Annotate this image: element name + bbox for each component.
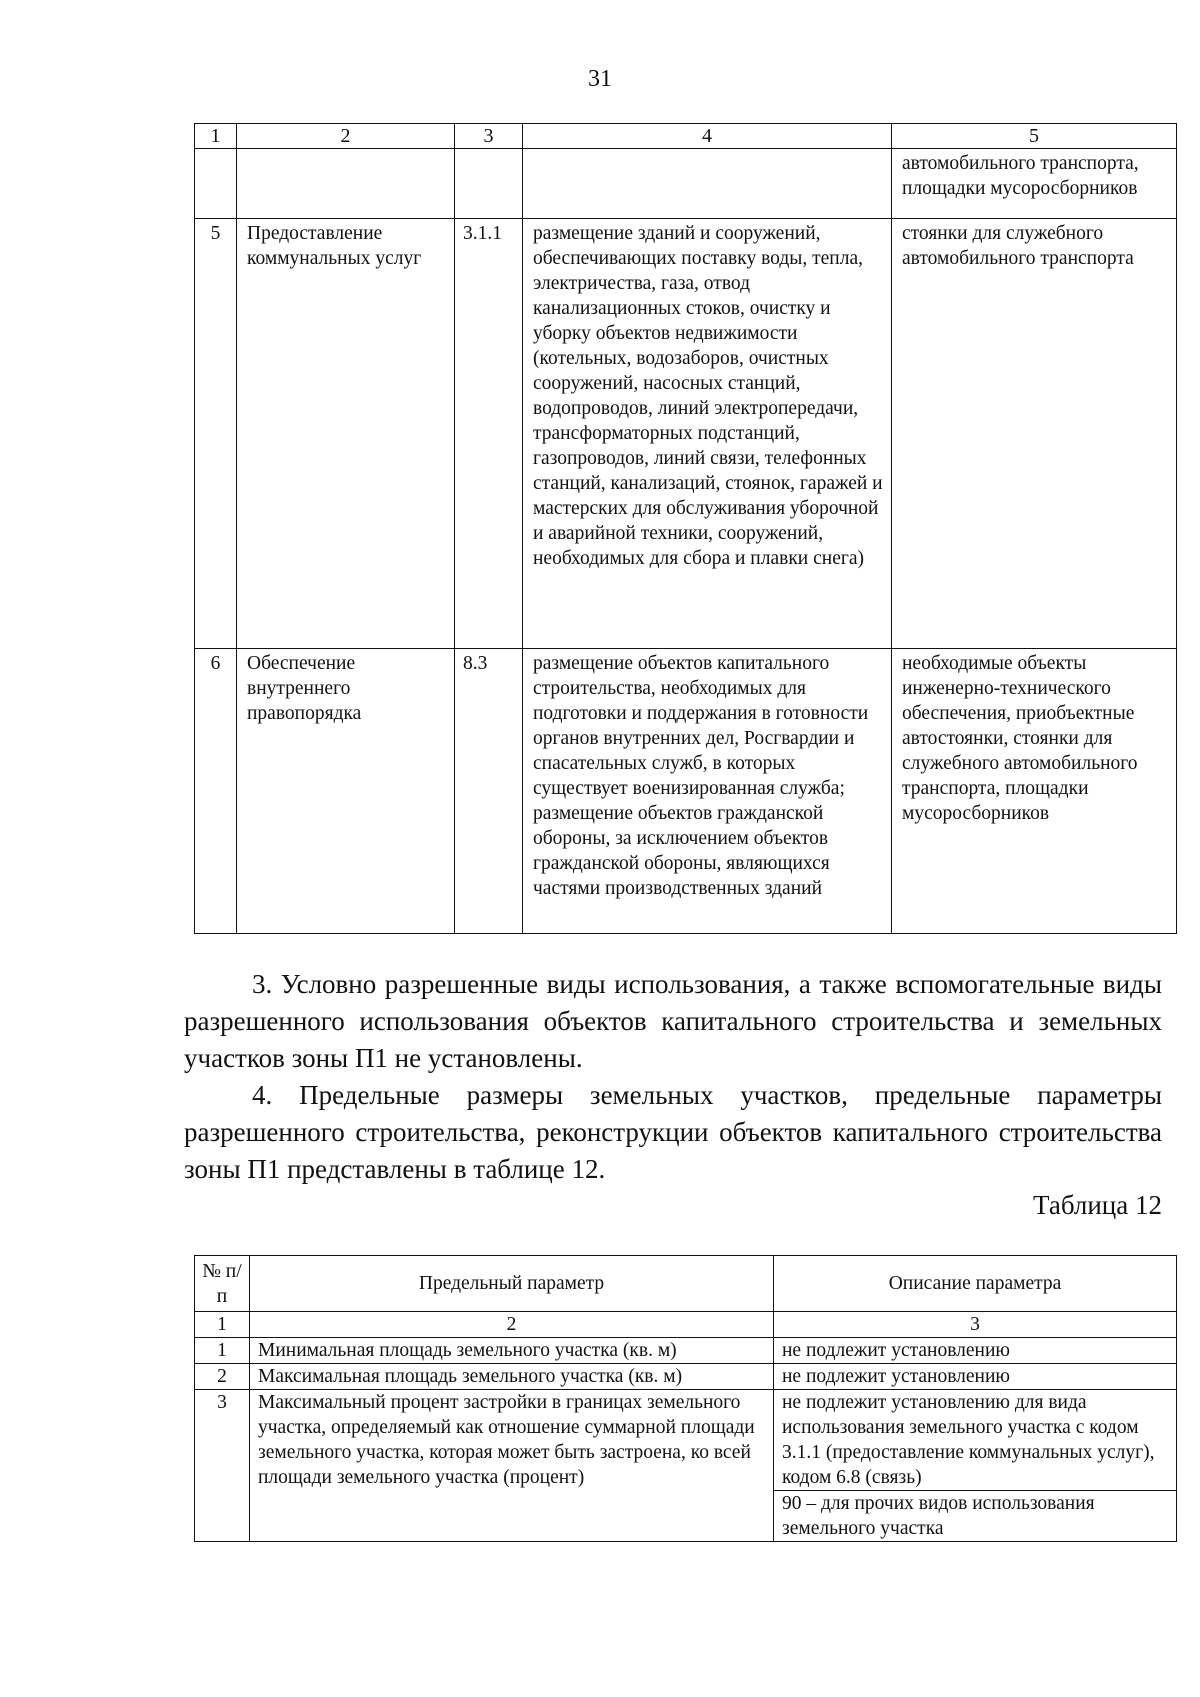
use-code-cell: 8.3 [455,649,523,934]
column-number-2: 2 [237,124,455,149]
use-name-cell: Обеспечение внутреннего правопорядка [237,649,455,934]
auxiliary-cell: автомобильного транспорта, площадки мусоросборников [892,149,1177,219]
auxiliary-cell: необходимые объекты инженерно-технического обеспечения, приобъектные автостоянки, стоянки для служебного автомобильного транспорта, площадки мусоросборников [892,649,1177,934]
row-number: 3 [195,1390,250,1542]
paragraph-4: 4. Предельные размеры земельных участков, предельные параметры разрешенного строительства, реконструкции объектов капитального строительства зоны П1 представлены в таблице 12. [184,1080,1162,1184]
use-description-cell: размещение объектов капитального строительства, необходимых для подготовки и поддержания в готовности органов внутренних дел, Росгвардии и спасательных служб, в которых существует военизированная служба; размещение объектов гражданской обороны, за исключением объектов гражданской обороны, являющихся частями производственных зданий [523,649,892,934]
table-row [195,1390,1177,1491]
column-number-5: 5 [892,124,1177,149]
page-number: 31 [588,66,612,92]
table-row [195,219,1177,649]
column-number-1: 1 [195,124,237,149]
use-name-cell: Предоставление коммунальных услуг [237,219,455,649]
table-header-row [195,1256,1177,1312]
row-number: 2 [195,1364,250,1390]
column-number-3: 3 [774,1312,1177,1338]
parameter-cell: Максимальный процент застройки в границах земельного участка, определяемый как отношение суммарной площади земельного участка, которая может быть застроена, ко всей площади земельного участка (процент) [250,1390,774,1542]
table-row [195,1364,1177,1390]
column-number-2: 2 [250,1312,774,1338]
table-caption: Таблица 12 [1033,1190,1162,1220]
parameter-cell: Минимальная площадь земельного участка (кв. м) [250,1338,774,1364]
table-header-row [195,124,1177,149]
row-number: 5 [195,219,237,649]
table-row [195,1338,1177,1364]
use-description-cell: размещение зданий и сооружений, обеспечивающих поставку воды, тепла, электричества, газа, отвод канализационных стоков, очистку и уборку объектов недвижимости (котельных, водозаборов, очистных сооружений, насосных станций, водопроводов, линий электропередачи, трансформаторных подстанций, газопроводов, линий связи, телефонных станций, канализаций, стоянок, гаражей и мастерских для обслуживания уборочной и аварийной техники, сооружений, необходимых для сбора и плавки снега) [523,219,892,649]
table-row [195,149,1177,219]
description-cell: не подлежит установлению для вида использования земельного участка с кодом 3.1.1 (предоставление коммунальных услуг), кодом 6.8 (связь) [774,1390,1177,1491]
row-number: 1 [195,1338,250,1364]
parameters-table [194,1255,1177,1542]
paragraph-3: 3. Условно разрешенные виды использования, а также вспомогательные виды разрешенного использования объектов капитального строительства и земельных участков зоны П1 не установлены. [184,969,1162,1073]
header-number: № п/п [195,1256,250,1312]
permitted-uses-table [194,123,1177,934]
row-number: 6 [195,649,237,934]
description-cell: не подлежит установлению [774,1338,1177,1364]
description-cell: не подлежит установлению [774,1364,1177,1390]
body-text [184,966,1162,1188]
table-row [195,649,1177,934]
column-numbers-row [195,1312,1177,1338]
header-parameter: Предельный параметр [250,1256,774,1312]
column-number-4: 4 [523,124,892,149]
column-number-3: 3 [455,124,523,149]
use-code-cell: 3.1.1 [455,219,523,649]
column-number-1: 1 [195,1312,250,1338]
description-cell: 90 – для прочих видов использования земельного участка [774,1491,1177,1542]
parameter-cell: Максимальная площадь земельного участка (кв. м) [250,1364,774,1390]
header-description: Описание параметра [774,1256,1177,1312]
auxiliary-cell: стоянки для служебного автомобильного транспорта [892,219,1177,649]
